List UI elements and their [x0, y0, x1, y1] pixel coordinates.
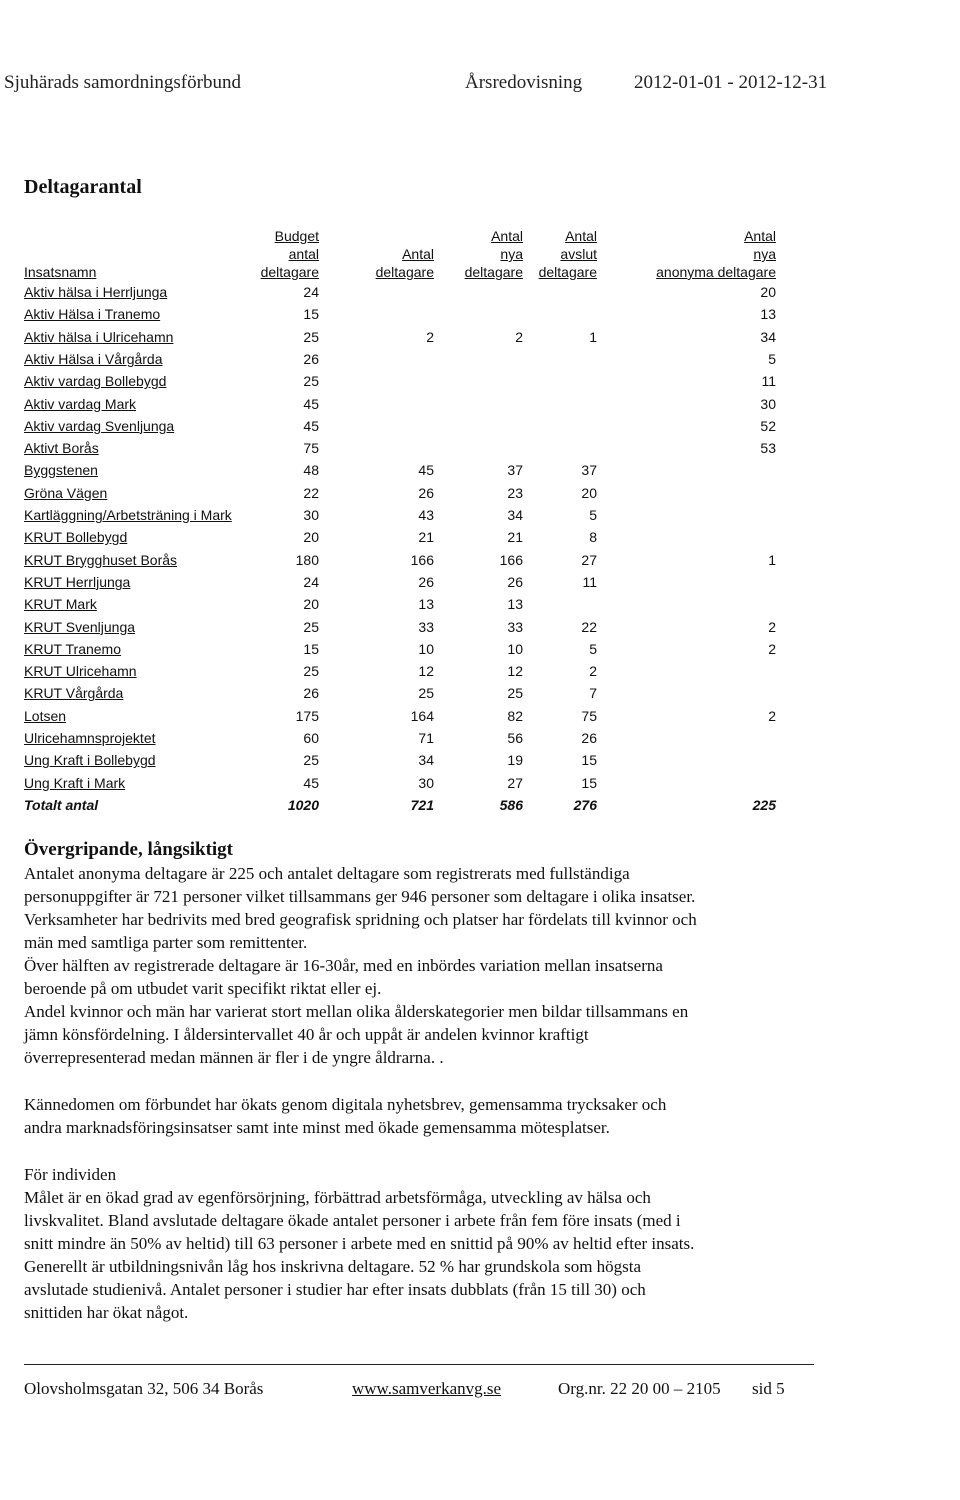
- table-header-budget: Budget: [274, 228, 319, 244]
- table-cell-budget: 45: [303, 395, 319, 412]
- table-cell-insatsnamn: KRUT Herrljunga: [24, 573, 131, 590]
- table-cell-antal: 164: [410, 707, 434, 724]
- table-cell-avslut: 1: [589, 328, 597, 345]
- table-cell-antal: 25: [418, 685, 434, 702]
- table-row: [24, 685, 776, 707]
- table-cell-anonyma: 34: [760, 328, 776, 345]
- text-line: Generellt är utbildningsnivån låg hos inskrivna deltagare. 52 % har grundskola som högsta: [24, 1257, 642, 1276]
- table-cell-antal: 2: [426, 328, 434, 345]
- table-cell-insatsnamn: KRUT Brygghuset Borås: [24, 551, 178, 568]
- table-cell-anonyma: 52: [760, 417, 776, 434]
- table-cell-anonyma: 11: [761, 373, 776, 390]
- table-cell-insatsnamn: KRUT Vårgårda: [24, 685, 124, 702]
- table-cell-budget: 45: [303, 774, 319, 791]
- table-header-nya: deltagare: [464, 264, 523, 280]
- table-cell-insatsnamn: KRUT Ulricehamn: [24, 663, 137, 680]
- table-cell-budget: 24: [303, 284, 319, 300]
- table-cell-avslut: 27: [581, 551, 597, 568]
- table-row: [24, 663, 776, 685]
- table-header-nya: nya: [500, 246, 523, 262]
- body-text: [24, 838, 844, 1324]
- table-cell-insatsnamn: Aktiv vardag Bollebygd: [24, 373, 167, 390]
- table-cell-budget: 1020: [287, 796, 319, 813]
- table-cell-nya: 34: [507, 507, 523, 523]
- table-cell-avslut: 22: [581, 618, 597, 635]
- table-cell-anonyma: 1: [768, 551, 776, 568]
- table-header-avslut: deltagare: [538, 264, 597, 280]
- table-header-anonyma: Antal: [744, 228, 776, 244]
- table-cell-antal: 26: [418, 484, 434, 501]
- table-cell-insatsnamn: KRUT Svenljunga: [24, 618, 136, 635]
- table-cell-insatsnamn: Aktivt Borås: [24, 440, 99, 457]
- table-cell-avslut: 75: [581, 707, 597, 724]
- table-cell-anonyma: 5: [768, 350, 776, 367]
- table-cell-insatsnamn: Ulricehamnsprojektet: [24, 730, 156, 746]
- table-cell-insatsnamn: Aktiv Hälsa i Tranemo: [24, 306, 161, 323]
- table-row: [24, 708, 776, 730]
- text-line: snitt mindre än 50% av heltid) till 63 personer i arbete med en snittid på 90% av heltid efter insats.: [24, 1234, 695, 1253]
- table-row: [24, 507, 776, 529]
- table-cell-insatsnamn: KRUT Bollebygd: [24, 529, 128, 546]
- table-cell-nya: 23: [507, 484, 523, 501]
- table-cell-antal: 10: [418, 640, 434, 657]
- text-line: Antalet anonyma deltagare är 225 och antalet deltagare som registrerats med fullständiga: [24, 864, 630, 883]
- heading-individual: För individen: [24, 1165, 117, 1184]
- table-row: [24, 351, 776, 373]
- table-row: [24, 396, 776, 418]
- table-cell-budget: 25: [303, 663, 319, 680]
- table-cell-nya: 26: [507, 573, 523, 590]
- table-cell-avslut: 8: [589, 529, 597, 546]
- text-line: Målet är en ökad grad av egenförsörjning, förbättrad arbetsförmåga, utveckling av hälsa och: [24, 1188, 651, 1207]
- table-cell-budget: 15: [303, 640, 319, 657]
- table-cell-nya: 12: [507, 663, 523, 680]
- text-line: män med samtliga parter som remittenter.: [24, 933, 308, 952]
- table-header-avslut: Antal: [565, 228, 597, 244]
- table-cell-insatsnamn: Aktiv vardag Mark: [24, 395, 137, 412]
- table-cell-budget: 25: [303, 618, 319, 635]
- table-cell-anonyma: 225: [752, 796, 776, 813]
- paragraph-overall: [24, 862, 844, 1069]
- table-cell-nya: 27: [507, 774, 523, 791]
- table-cell-avslut: 276: [573, 796, 597, 813]
- table-cell-budget: 26: [303, 685, 319, 702]
- table-cell-anonyma: 2: [768, 707, 776, 724]
- table-cell-nya: 19: [507, 752, 523, 769]
- section-title: Deltagarantal: [24, 176, 142, 198]
- table-row: [24, 329, 776, 351]
- table-cell-nya: 2: [515, 328, 523, 345]
- table-cell-nya: 56: [507, 730, 523, 746]
- table-header-insatsnamn: Insatsnamn: [24, 264, 97, 280]
- table-cell-budget: 45: [303, 417, 319, 434]
- text-line: Verksamheter har bedrivits med bred geografisk spridning och platser har fördelats till kvinnor och: [24, 910, 697, 929]
- table-header-budget: antal: [288, 246, 319, 262]
- table-cell-insatsnamn: Aktiv hälsa i Herrljunga: [24, 284, 168, 300]
- table-cell-avslut: 5: [589, 640, 597, 657]
- table-cell-antal: 26: [418, 573, 434, 590]
- table-cell-nya: 586: [499, 796, 523, 813]
- table-cell-nya: 13: [507, 596, 523, 613]
- heading-overall: Övergripande, långsiktigt: [24, 839, 234, 860]
- table-cell-insatsnamn: Lotsen: [24, 707, 67, 724]
- text-line: Över hälften av registrerade deltagare är 16-30år, med en inbördes variation mellan insatserna: [24, 956, 663, 975]
- table-cell-antal: 33: [418, 618, 434, 635]
- text-line: personuppgifter är 721 personer vilket tillsammans ger 946 personer som deltagare i olika insatser.: [24, 887, 696, 906]
- text-line: Kännedomen om förbundet har ökats genom digitala nyhetsbrev, gemensamma trycksaker och: [24, 1095, 667, 1114]
- table-cell-insatsnamn: Gröna Vägen: [24, 484, 108, 501]
- table-cell-budget: 175: [295, 707, 319, 724]
- table-cell-antal: 21: [418, 529, 434, 546]
- text-line: överrepresenterad medan männen är fler i de yngre åldrarna. .: [24, 1048, 444, 1067]
- table-cell-avslut: 11: [582, 573, 597, 590]
- table-row: [24, 552, 776, 574]
- table-cell-budget: 60: [303, 730, 319, 746]
- table-cell-insatsnamn: KRUT Tranemo: [24, 640, 121, 657]
- table-row: [24, 440, 776, 462]
- table-cell-budget: 15: [303, 306, 319, 323]
- table-cell-avslut: 5: [589, 507, 597, 523]
- table-cell-anonyma: 2: [768, 618, 776, 635]
- text-line: avslutade studienivå. Antalet personer i studier har efter insats dubblats (från 15 till 30) och: [24, 1280, 646, 1299]
- table-cell-avslut: 7: [589, 685, 597, 702]
- table-total-row: [24, 797, 776, 819]
- table-cell-budget: 25: [303, 328, 319, 345]
- table-row: [24, 485, 776, 507]
- table-row: [24, 775, 776, 797]
- table-row: [24, 641, 776, 663]
- table-row: [24, 529, 776, 551]
- table-header-budget: deltagare: [260, 264, 319, 280]
- table-cell-anonyma: 13: [760, 306, 776, 323]
- table-row: [24, 284, 776, 306]
- table-cell-nya: 33: [507, 618, 523, 635]
- table-cell-budget: 26: [303, 350, 319, 367]
- table-row: [24, 574, 776, 596]
- text-line: Andel kvinnor och män har varierat stort mellan olika ålderskategorier men bildar tillsammans en: [24, 1002, 689, 1021]
- paragraph-awareness: [24, 1093, 844, 1139]
- table-cell-nya: 25: [507, 685, 523, 702]
- table-cell-avslut: 37: [581, 462, 597, 479]
- table-cell-antal: 30: [418, 774, 434, 791]
- header-organization: Sjuhärads samordningsförbund: [4, 72, 241, 93]
- table-row: [24, 619, 776, 641]
- table-cell-budget: 22: [303, 484, 319, 501]
- table-cell-avslut: 15: [581, 752, 597, 769]
- table-cell-nya: 10: [507, 640, 523, 657]
- table-cell-budget: 48: [303, 462, 319, 479]
- table-cell-anonyma: 2: [768, 640, 776, 657]
- table-row: [24, 730, 776, 752]
- table-row: [24, 462, 776, 484]
- table-cell-budget: 75: [303, 440, 319, 457]
- table-cell-nya: 166: [499, 551, 523, 568]
- table-cell-budget: 20: [303, 596, 319, 613]
- table-cell-avslut: 26: [581, 730, 597, 746]
- table-cell-antal: 45: [418, 462, 434, 479]
- table-cell-antal: 166: [410, 551, 434, 568]
- table-row: [24, 418, 776, 440]
- table-cell-insatsnamn: Kartläggning/Arbetsträning i Mark: [24, 507, 232, 523]
- table-cell-insatsnamn: KRUT Mark: [24, 596, 97, 613]
- table-cell-budget: 30: [303, 507, 319, 523]
- table-cell-budget: 20: [303, 529, 319, 546]
- footer-website-link[interactable]: www.samverkanvg.se: [352, 1379, 502, 1398]
- text-line: jämn könsfördelning. I åldersintervallet 40 år och uppåt är andelen kvinnor kraftigt: [24, 1025, 589, 1044]
- table-cell-nya: 21: [507, 529, 523, 546]
- table-cell-insatsnamn: Byggstenen: [24, 462, 98, 479]
- text-line: andra marknadsföringsinsatser samt inte minst med ökade gemensamma mötesplatser.: [24, 1118, 610, 1137]
- table-cell-insatsnamn: Ung Kraft i Bollebygd: [24, 752, 156, 769]
- table-cell-anonyma: 53: [760, 440, 776, 457]
- table-cell-antal: 12: [418, 663, 434, 680]
- table-cell-insatsnamn: Totalt antal: [24, 796, 99, 813]
- table-cell-antal: 43: [418, 507, 434, 523]
- footer-address: Olovsholmsgatan 32, 506 34 Borås: [24, 1379, 264, 1398]
- table-cell-nya: 37: [507, 462, 523, 479]
- table-cell-avslut: 2: [589, 663, 597, 680]
- table-header-nya: Antal: [491, 228, 523, 244]
- table-cell-budget: 24: [303, 573, 319, 590]
- header-period: 2012-01-01 - 2012-12-31: [634, 72, 828, 93]
- table-row: [24, 752, 776, 774]
- table-cell-insatsnamn: Aktiv Hälsa i Vårgårda: [24, 350, 163, 367]
- table-cell-antal: 71: [418, 730, 434, 746]
- header-document-type: Årsredovisning: [465, 72, 583, 93]
- table-row: [24, 306, 776, 328]
- table-cell-insatsnamn: Aktiv vardag Svenljunga: [24, 417, 175, 434]
- table-cell-avslut: 15: [581, 774, 597, 791]
- paragraph-individual: [24, 1186, 844, 1324]
- table-cell-nya: 82: [507, 707, 523, 724]
- text-line: beroende på om utbudet varit specifikt riktat eller ej.: [24, 979, 382, 998]
- table-cell-anonyma: 30: [760, 395, 776, 412]
- table-cell-antal: 13: [418, 596, 434, 613]
- footer-divider: [24, 1364, 814, 1365]
- table-header-antal: deltagare: [375, 264, 434, 280]
- table-cell-antal: 721: [410, 796, 434, 813]
- table-cell-antal: 34: [418, 752, 434, 769]
- table-cell-avslut: 20: [581, 484, 597, 501]
- text-line: livskvalitet. Bland avslutade deltagare ökade antalet personer i arbete från fem före insats (med i: [24, 1211, 681, 1230]
- table-header-avslut: avslut: [560, 246, 597, 262]
- table-cell-budget: 25: [303, 752, 319, 769]
- table-header-anonyma: anonyma deltagare: [656, 264, 776, 280]
- table-row: [24, 596, 776, 618]
- table-cell-insatsnamn: Aktiv hälsa i Ulricehamn: [24, 328, 174, 345]
- table-header-anonyma: nya: [753, 246, 776, 262]
- table-cell-anonyma: 20: [760, 284, 776, 300]
- text-line: snittiden har ökat något.: [24, 1303, 189, 1322]
- footer-orgnr: Org.nr. 22 20 00 – 2105: [558, 1379, 721, 1398]
- table-cell-budget: 180: [295, 551, 319, 568]
- table-row: [24, 373, 776, 395]
- table-header-antal: Antal: [402, 246, 434, 262]
- table-cell-insatsnamn: Ung Kraft i Mark: [24, 774, 126, 791]
- table-cell-budget: 25: [303, 373, 319, 390]
- footer-page-number: sid 5: [752, 1379, 785, 1398]
